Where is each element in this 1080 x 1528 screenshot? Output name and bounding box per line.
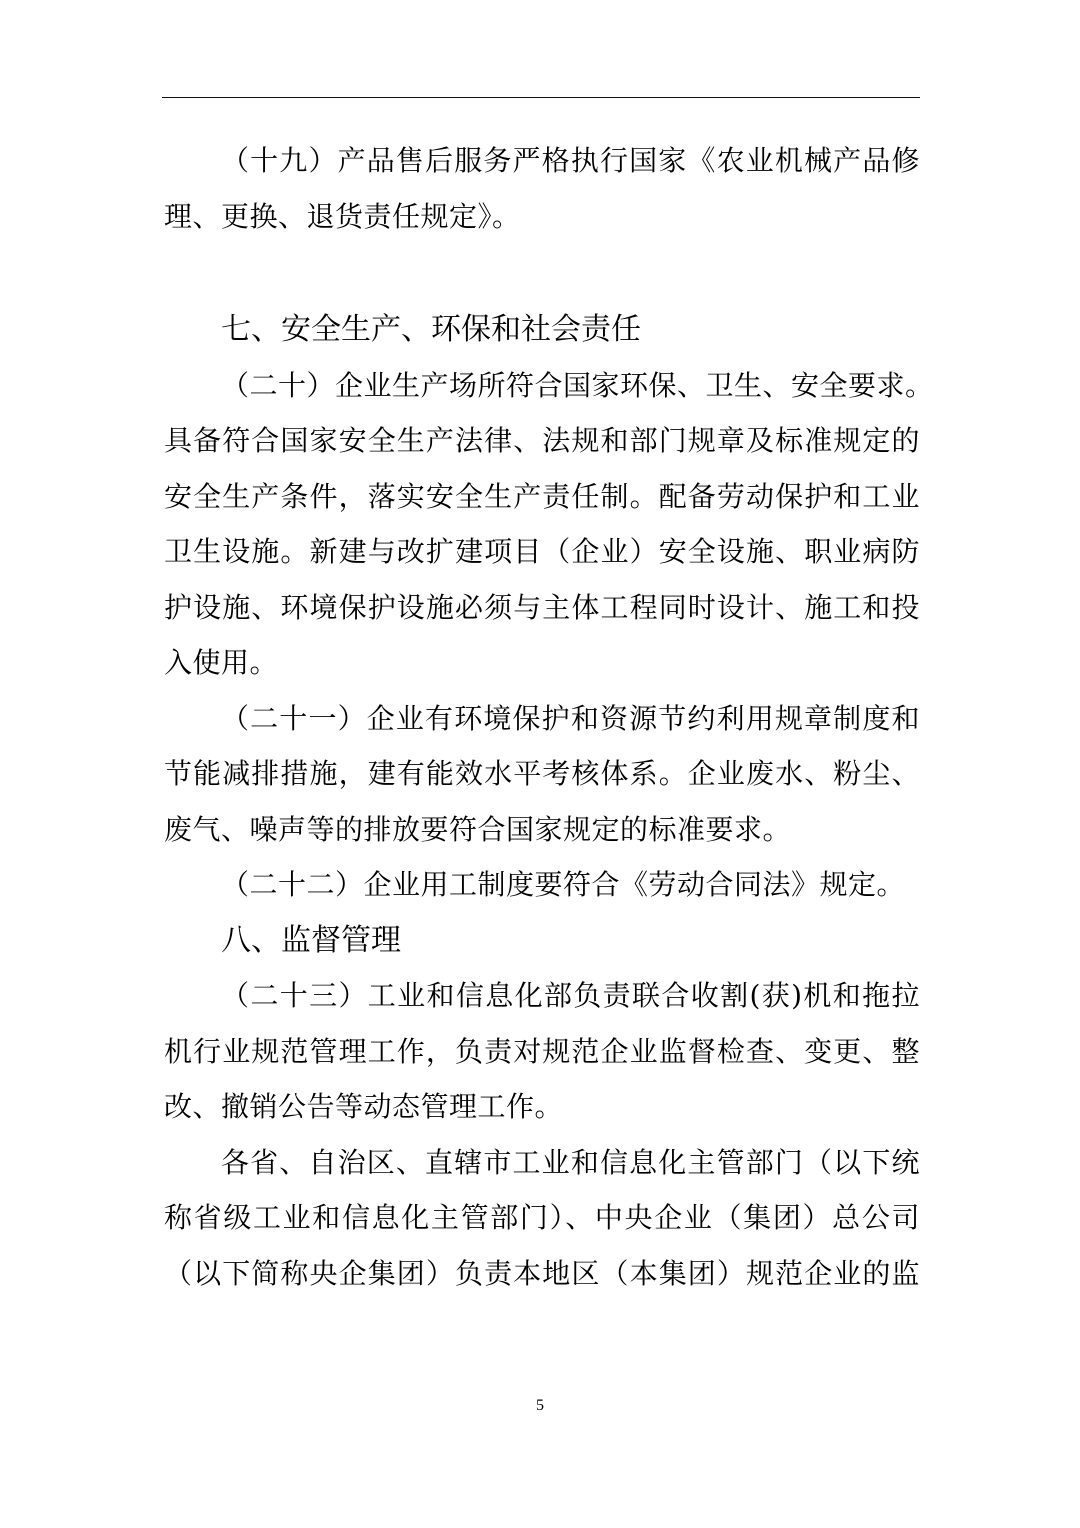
paragraph-line: 卫生设施。新建与改扩建项目（企业）安全设施、职业病防 — [164, 535, 920, 568]
paragraph-line: （二十二）企业用工制度要符合《劳动合同法》规定。 — [221, 868, 906, 901]
paragraph-20 — [164, 358, 934, 691]
paragraph-line: 安全生产条件，落实安全生产责任制。配备劳动保护和工业 — [164, 479, 920, 513]
paragraph-line: （二十一）企业有环境保护和资源节约利用规章制度和 — [221, 701, 920, 735]
body-text — [164, 133, 920, 244]
section-heading-7: 七、安全生产、环保和社会责任 — [221, 312, 641, 347]
paragraph-provinces — [164, 1135, 920, 1302]
section-heading-8: 八、监督管理 — [221, 922, 401, 958]
paragraph-21 — [164, 691, 920, 858]
body-text — [164, 302, 934, 1301]
paragraph-19 — [164, 133, 920, 244]
paragraph-line: 护设施、环境保护设施必须与主体工程同时设计、施工和投 — [164, 590, 920, 624]
paragraph-line: 称省级工业和信息化主管部门）、中央企业（集团）总公司 — [164, 1201, 920, 1234]
header-rule — [162, 97, 920, 98]
page-number: 5 — [536, 1397, 544, 1414]
paragraph-line: 机行业规范管理工作，负责对规范企业监督检查、变更、整 — [164, 1034, 920, 1068]
paragraph-22 — [164, 857, 920, 913]
paragraph-line: （以下简称央企集团）负责本地区（本集团）规范企业的监 — [164, 1256, 920, 1290]
paragraph-line: （十九）产品售后服务严格执行国家《农业机械产品修 — [221, 144, 920, 177]
paragraph-line: （二十三）工业和信息化部负责联合收割(获)机和拖拉 — [221, 979, 920, 1012]
paragraph-line: 节能减排措施，建有能效水平考核体系。企业废水、粉尘、 — [164, 757, 920, 790]
paragraph-line: 入使用。 — [164, 646, 279, 679]
paragraph-line: 废气、噪声等的排放要符合国家规定的标准要求。 — [164, 812, 792, 846]
paragraph-23 — [164, 968, 920, 1135]
paragraph-line: 改、撤销公告等动态管理工作。 — [164, 1090, 564, 1123]
paragraph-line: 各省、自治区、直辖市工业和信息化主管部门（以下统 — [221, 1145, 920, 1179]
paragraph-line: （二十）企业生产场所符合国家环保、卫生、安全要求。 — [221, 368, 934, 402]
paragraph-line: 理、更换、退货责任规定》。 — [164, 199, 521, 233]
paragraph-line: 具备符合国家安全生产法律、法规和部门规章及标准规定的 — [164, 424, 920, 457]
